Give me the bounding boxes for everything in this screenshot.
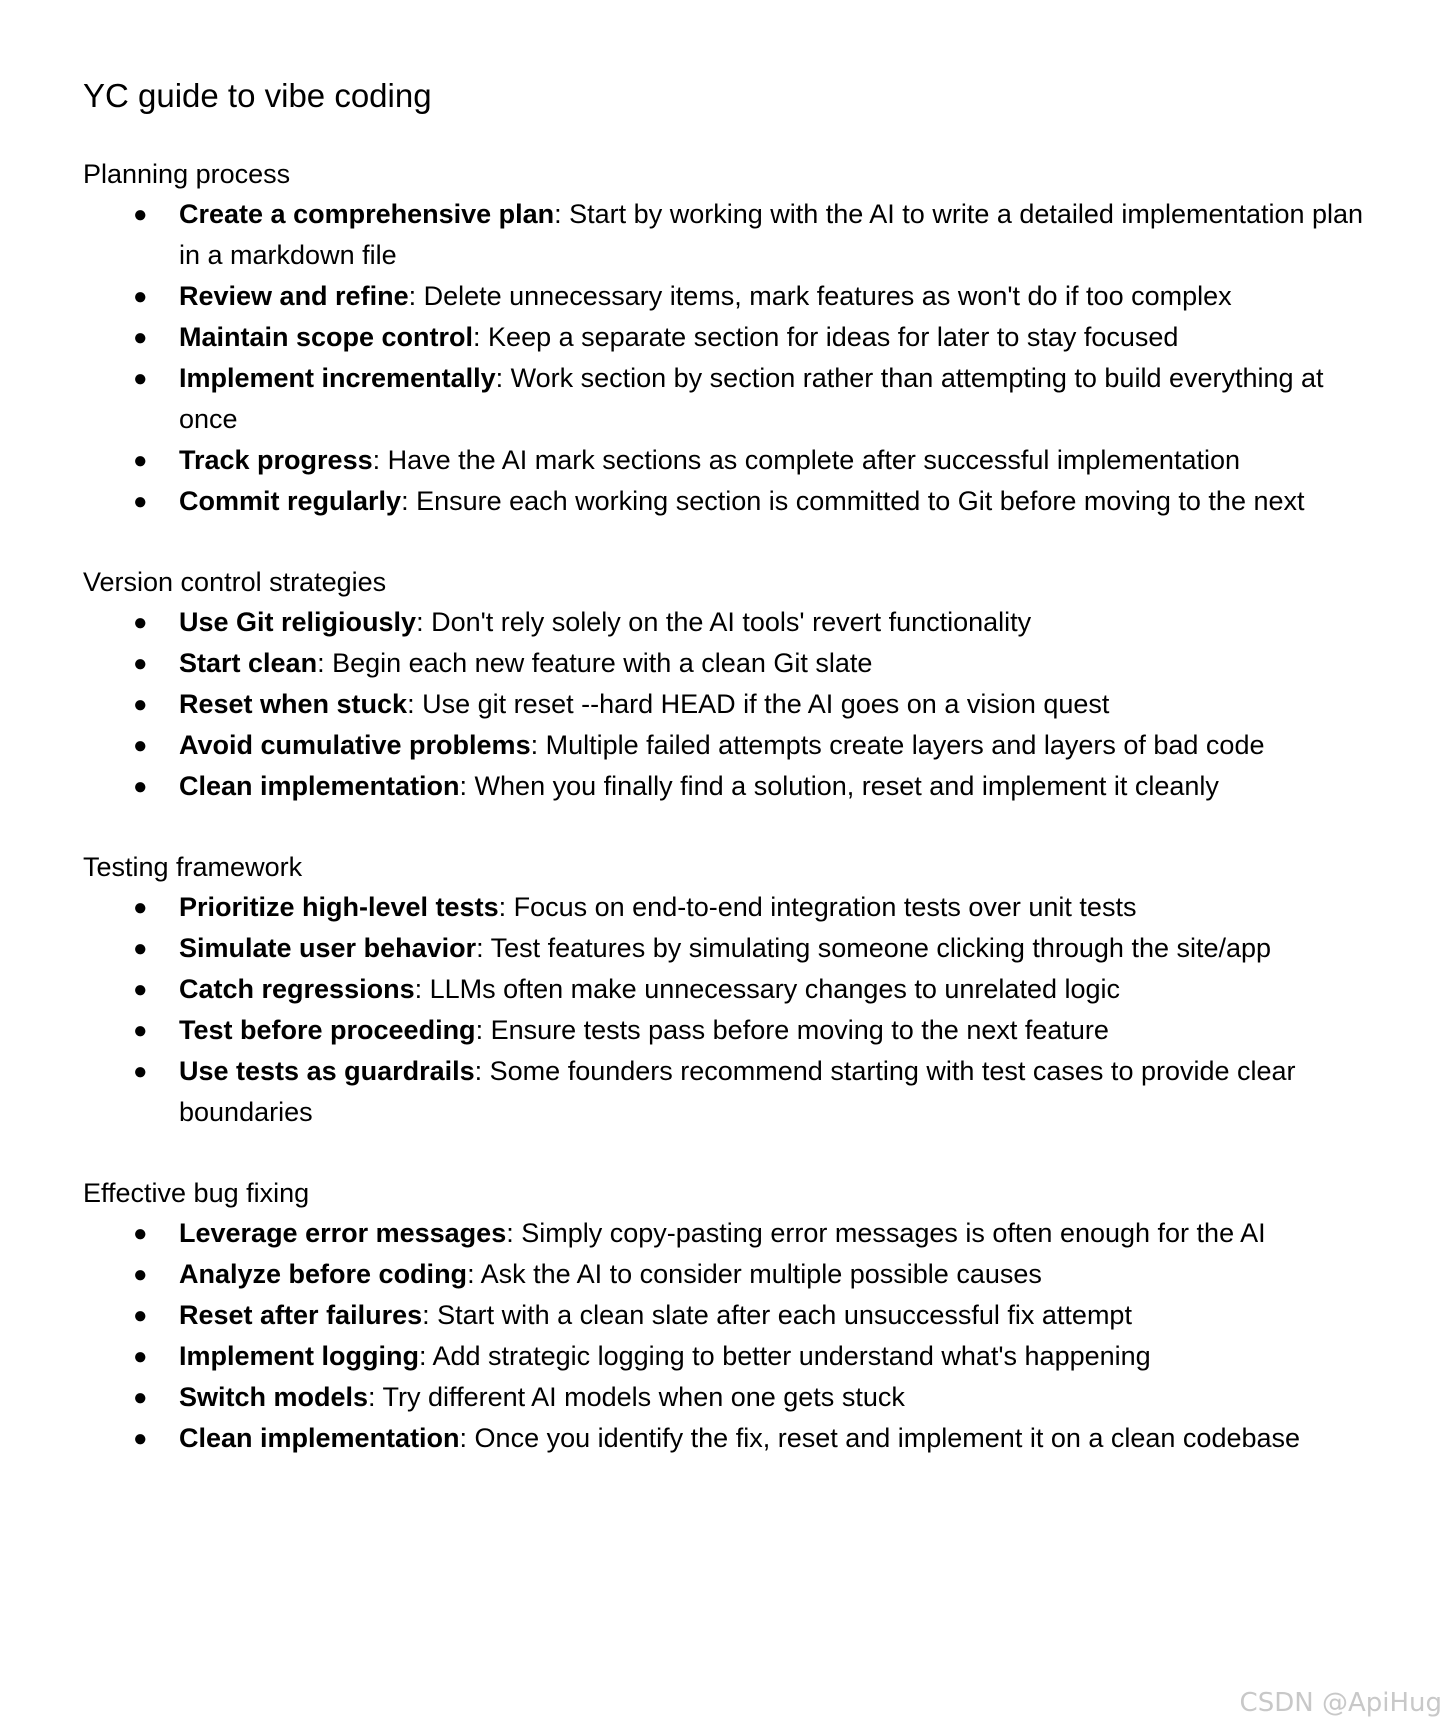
bullet-dot-icon: ●: [133, 1017, 148, 1044]
bullet-term: Switch models: [179, 1382, 369, 1412]
bullet-text: : Don't rely solely on the AI tools' revert functionality: [416, 607, 1032, 637]
bullet-text: : Some founders recommend starting with test cases to provide clear boundaries: [179, 1056, 1296, 1127]
list-item: [83, 643, 1373, 684]
bullet-dot-icon: ●: [133, 609, 148, 636]
bullet-dot-icon: ●: [133, 1261, 148, 1288]
bullet-text: : Start with a clean slate after each unsuccessful fix attempt: [422, 1300, 1132, 1330]
bullet-text: : Simply copy-pasting error messages is often enough for the AI: [506, 1218, 1266, 1248]
bullet-text: : Use git reset --hard HEAD if the AI goes on a vision quest: [407, 689, 1110, 719]
bullet-term: Clean implementation: [179, 771, 460, 801]
bullet-dot-icon: ●: [133, 1302, 148, 1329]
list-item: [83, 928, 1373, 969]
bullet-dot-icon: ●: [133, 1384, 148, 1411]
bullet-dot-icon: ●: [133, 935, 148, 962]
bullet-term: Reset when stuck: [179, 689, 408, 719]
section: [83, 1173, 1373, 1459]
bullet-text: : Once you identify the fix, reset and implement it on a clean codebase: [459, 1423, 1301, 1453]
bullet-dot-icon: ●: [133, 976, 148, 1003]
bullet-dot-icon: ●: [133, 773, 148, 800]
bullet-text: : Delete unnecessary items, mark features as won't do if too complex: [408, 281, 1232, 311]
bullet-term: Test before proceeding: [179, 1015, 476, 1045]
bullet-term: Use tests as guardrails: [179, 1056, 475, 1086]
bullet-dot-icon: ●: [133, 201, 148, 228]
section: [83, 562, 1373, 807]
bullet-term: Create a comprehensive plan: [179, 199, 555, 229]
bullet-list: [83, 602, 1373, 807]
list-item: [83, 684, 1373, 725]
bullet-text: : Have the AI mark sections as complete after successful implementation: [372, 445, 1240, 475]
bullet-text: : Test features by simulating someone clicking through the site/app: [476, 933, 1272, 963]
list-item: [83, 481, 1373, 522]
bullet-text: : Work section by section rather than attempting to build everything at once: [179, 363, 1324, 434]
bullet-term: Clean implementation: [179, 1423, 460, 1453]
bullet-text: : Ensure each working section is committed to Git before moving to the next: [401, 486, 1305, 516]
list-item: [83, 440, 1373, 481]
list-item: [83, 1418, 1373, 1459]
bullet-text: : Keep a separate section for ideas for later to stay focused: [473, 322, 1179, 352]
bullet-dot-icon: ●: [133, 365, 148, 392]
sections-container: [83, 154, 1373, 1459]
bullet-dot-icon: ●: [133, 732, 148, 759]
bullet-term: Catch regressions: [179, 974, 415, 1004]
list-item: [83, 887, 1373, 928]
list-item: [83, 725, 1373, 766]
bullet-text: : Focus on end-to-end integration tests over unit tests: [498, 892, 1137, 922]
bullet-term: Prioritize high-level tests: [179, 892, 499, 922]
bullet-text: : Ensure tests pass before moving to the next feature: [475, 1015, 1109, 1045]
bullet-text: : Ask the AI to consider multiple possible causes: [467, 1259, 1042, 1289]
list-item: [83, 276, 1373, 317]
bullet-term: Implement incrementally: [179, 363, 496, 393]
bullet-dot-icon: ●: [133, 488, 148, 515]
bullet-dot-icon: ●: [133, 324, 148, 351]
bullet-text: : LLMs often make unnecessary changes to unrelated logic: [414, 974, 1121, 1004]
bullet-dot-icon: ●: [133, 1425, 148, 1452]
list-item: [83, 317, 1373, 358]
section-heading: Version control strategies: [83, 567, 387, 597]
watermark: CSDN @ApiHug: [1239, 1688, 1442, 1718]
list-item: [83, 1010, 1373, 1051]
bullet-term: Analyze before coding: [179, 1259, 468, 1289]
bullet-term: Simulate user behavior: [179, 933, 477, 963]
section-heading: Planning process: [83, 159, 291, 189]
bullet-term: Implement logging: [179, 1341, 419, 1371]
list-item: [83, 1336, 1373, 1377]
list-item: [83, 602, 1373, 643]
bullet-dot-icon: ●: [133, 1220, 148, 1247]
bullet-list: [83, 194, 1373, 522]
section: [83, 847, 1373, 1133]
list-item: [83, 1051, 1373, 1133]
list-item: [83, 1254, 1373, 1295]
section-heading: Testing framework: [83, 852, 303, 882]
bullet-term: Track progress: [179, 445, 373, 475]
bullet-dot-icon: ●: [133, 1058, 148, 1085]
bullet-term: Commit regularly: [179, 486, 402, 516]
bullet-dot-icon: ●: [133, 650, 148, 677]
section-heading: Effective bug fixing: [83, 1178, 310, 1208]
list-item: [83, 1295, 1373, 1336]
bullet-term: Start clean: [179, 648, 318, 678]
bullet-text: : Try different AI models when one gets stuck: [368, 1382, 905, 1412]
bullet-dot-icon: ●: [133, 283, 148, 310]
bullet-term: Use Git religiously: [179, 607, 417, 637]
bullet-term: Review and refine: [179, 281, 409, 311]
section: [83, 154, 1373, 522]
list-item: [83, 1377, 1373, 1418]
bullet-term: Leverage error messages: [179, 1218, 507, 1248]
bullet-term: Avoid cumulative problems: [179, 730, 531, 760]
bullet-text: : When you finally find a solution, reset and implement it cleanly: [459, 771, 1219, 801]
document-title: YC guide to vibe coding: [83, 77, 432, 114]
bullet-term: Maintain scope control: [179, 322, 474, 352]
bullet-dot-icon: ●: [133, 894, 148, 921]
bullet-text: : Multiple failed attempts create layers and layers of bad code: [530, 730, 1265, 760]
bullet-text: : Add strategic logging to better understand what's happening: [419, 1341, 1151, 1371]
bullet-dot-icon: ●: [133, 1343, 148, 1370]
list-item: [83, 1213, 1373, 1254]
bullet-dot-icon: ●: [133, 691, 148, 718]
bullet-text: : Start by working with the AI to write a detailed implementation plan in a markdown file: [179, 199, 1364, 270]
bullet-text: : Begin each new feature with a clean Git slate: [317, 648, 873, 678]
bullet-term: Reset after failures: [179, 1300, 423, 1330]
list-item: [83, 969, 1373, 1010]
bullet-dot-icon: ●: [133, 447, 148, 474]
bullet-list: [83, 887, 1373, 1133]
list-item: [83, 766, 1373, 807]
list-item: [83, 194, 1373, 276]
bullet-list: [83, 1213, 1373, 1459]
list-item: [83, 358, 1373, 440]
document-body: [83, 72, 1373, 1499]
